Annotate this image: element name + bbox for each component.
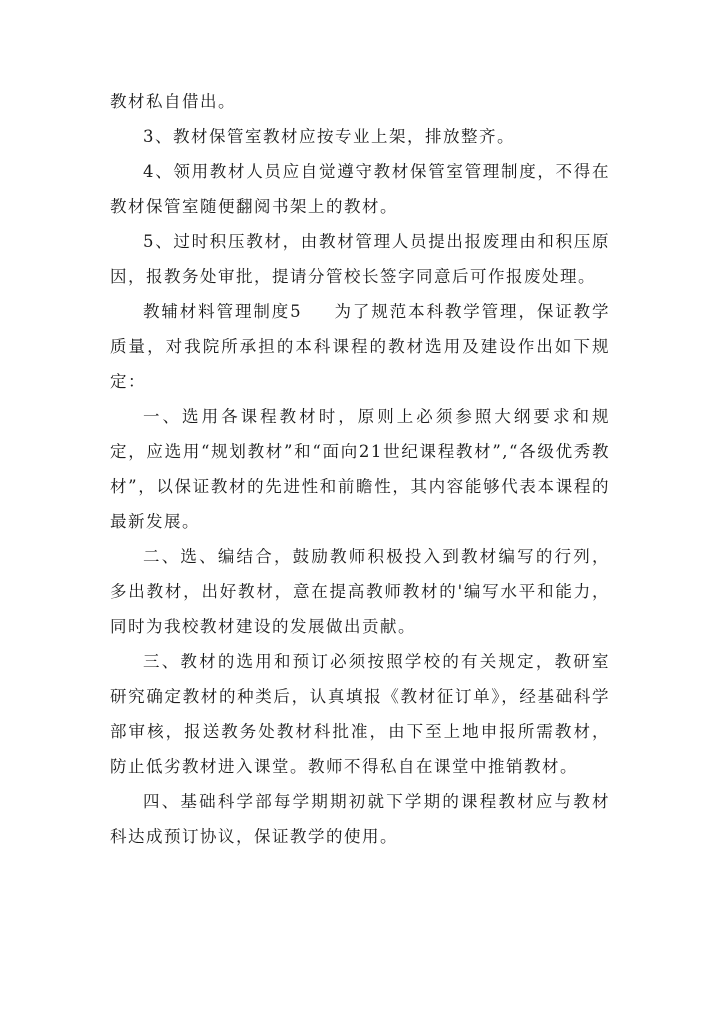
rule-paragraph-3: 三、教材的选用和预订必须按照学校的有关规定，教研室研究确定教材的种类后，认真填报《教材征订单》，经基础科学部审核，报送教务处教材科批准，由下至上地申报所需教材，防止低劣教材进入课堂。教师不得私自在课堂中推销教材。: [110, 652, 610, 776]
section-paragraph: [110, 294, 610, 399]
paragraph-rule-3: 3、教材保管室教材应按专业上架，排放整齐。: [143, 127, 515, 146]
paragraph-rule-4: 4、领用教材人员应自觉遵守教材保管室管理制度，不得在教材保管室随便翻阅书架上的教材。: [110, 162, 610, 216]
rule-paragraph-4: 四、基础科学部每学期期初就下学期的课程教材应与教材科达成预订协议，保证教学的使用。: [110, 792, 610, 846]
paragraph-continuation: 教材私自借出。: [110, 92, 236, 111]
section-heading: 教辅材料管理制度5: [143, 302, 303, 321]
rule-paragraph-1: 一、选用各课程教材时，原则上必须参照大纲要求和规定，应选用“规划教材”和“面向21世纪课程教材”,“各级优秀教材”，以保证教材的先进性和前瞻性，其内容能够代表本课程的最新发展。: [110, 407, 610, 531]
document-body: [110, 84, 610, 854]
paragraph-rule-5: 5、过时积压教材，由教材管理人员提出报废理由和积压原因，报教务处审批，提请分管校长签字同意后可作报废处理。: [110, 232, 610, 286]
rule-paragraph-2: 二、选、编结合，鼓励教师积极投入到教材编写的行列，多出教材，出好教材，意在提高教师教材的'编写水平和能力，同时为我校教材建设的发展做出贡献。: [110, 547, 610, 636]
section-intro: 为了规范本科教学管理，保证教学质量，对我院所承担的本科课程的教材选用及建设作出如下规定：: [110, 302, 611, 391]
